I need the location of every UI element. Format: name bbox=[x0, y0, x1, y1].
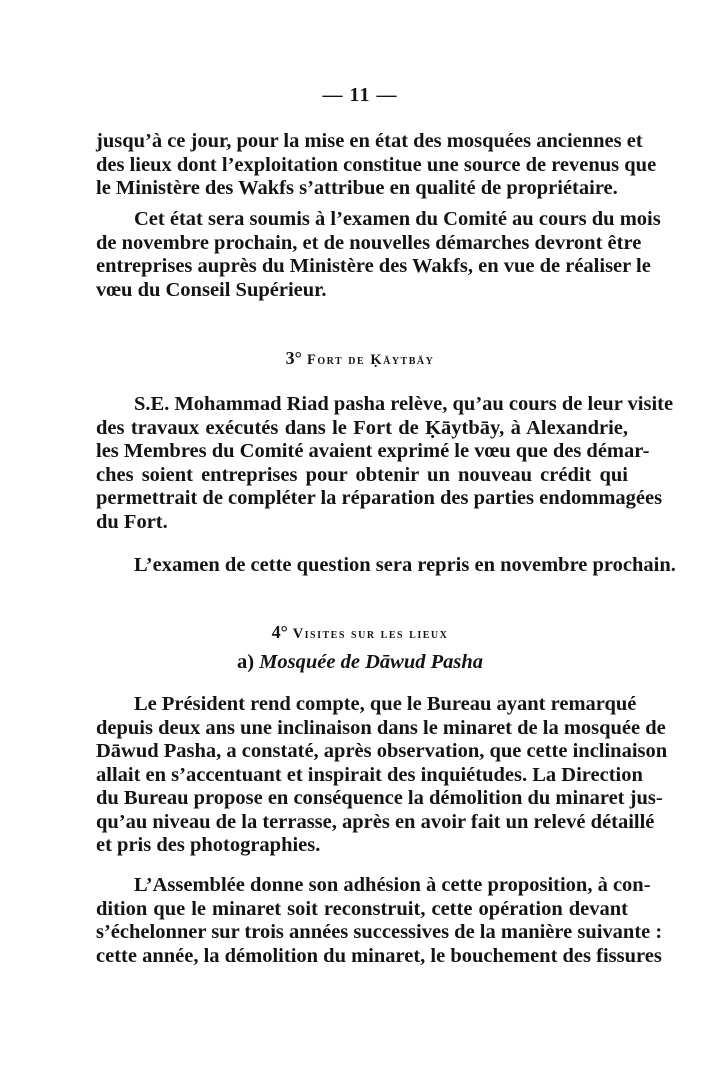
paragraph-2 bbox=[96, 208, 661, 302]
subsection-letter: a) bbox=[236, 651, 255, 673]
section-heading-3 bbox=[0, 348, 720, 369]
page-number: — 11 — bbox=[322, 84, 398, 106]
text-line: Dāwud Pasha, a constaté, après observation, que cette inclinaison bbox=[96, 740, 668, 762]
paragraph-3 bbox=[96, 393, 674, 534]
text-line: du Bureau propose en conséquence la démolition du minaret jus- bbox=[96, 787, 663, 809]
section-heading-4 bbox=[0, 622, 720, 643]
text-line: entreprises auprès du Ministère des Wakfs, en vue de réaliser le bbox=[96, 255, 651, 277]
paragraph-1 bbox=[96, 130, 657, 201]
text-line: dition que le minaret soit reconstruit, cette opération devant bbox=[96, 897, 628, 920]
paragraph-5 bbox=[96, 693, 668, 858]
text-line: s’échelonner sur trois années successives de la manière suivante : bbox=[96, 921, 663, 943]
subsection-title: Mosquée de Dāwud Pasha bbox=[259, 651, 483, 673]
text-line: ches soient entreprises pour obtenir un nouveau crédit qui bbox=[96, 463, 628, 486]
text-line: les Membres du Comité avaient exprimé le vœu que des démar- bbox=[96, 440, 650, 462]
text-line: du Fort. bbox=[96, 510, 168, 533]
text-line: permettrait de compléter la réparation des parties endommagées bbox=[96, 487, 663, 509]
text-line: depuis deux ans une inclinaison dans le minaret de la mosquée de bbox=[96, 716, 666, 739]
text-line: vœu du Conseil Supérieur. bbox=[96, 278, 327, 301]
text-line: des lieux dont l’exploitation constitue une source de revenus que bbox=[96, 153, 657, 176]
text-line: de novembre prochain, et de nouvelles démarches devront être bbox=[96, 231, 642, 254]
section-number: 3° bbox=[285, 348, 302, 368]
paragraph-4 bbox=[96, 554, 676, 578]
paragraph-6 bbox=[96, 874, 663, 968]
text-line: Cet état sera soumis à l’examen du Comité au cours du mois bbox=[134, 208, 661, 230]
section-number: 4° bbox=[271, 622, 288, 642]
text-line: des travaux exécutés dans le Fort de Ḳāytbāy, à Alexandrie, bbox=[96, 416, 628, 439]
text-line: S.E. Mohammad Riad pasha relève, qu’au cours de leur visite bbox=[134, 393, 674, 415]
text-line: qu’au niveau de la terrasse, après en avoir fait un relevé détaillé bbox=[96, 810, 655, 833]
text-line: Le Président rend compte, que le Bureau ayant remarqué bbox=[134, 693, 637, 715]
text-line: L’examen de cette question sera repris en novembre prochain. bbox=[134, 554, 676, 576]
text-line: allait en s’accentuant et inspirait des inquiétudes. La Direction bbox=[96, 763, 643, 786]
subsection-heading-a bbox=[0, 651, 720, 674]
text-line: et pris des photographies. bbox=[96, 834, 321, 856]
text-line: cette année, la démolition du minaret, le bouchement des fissures bbox=[96, 944, 662, 967]
text-line: L’Assemblée donne son adhésion à cette proposition, à con- bbox=[134, 874, 651, 896]
text-line: le Ministère des Wakfs s’attribue en qualité de propriétaire. bbox=[96, 177, 618, 199]
text-line: jusqu’à ce jour, pour la mise en état des mosquées anciennes et bbox=[96, 130, 643, 152]
section-title: Fort de Ḳāytbāy bbox=[307, 352, 435, 368]
section-title: Visites sur les lieux bbox=[292, 626, 449, 642]
